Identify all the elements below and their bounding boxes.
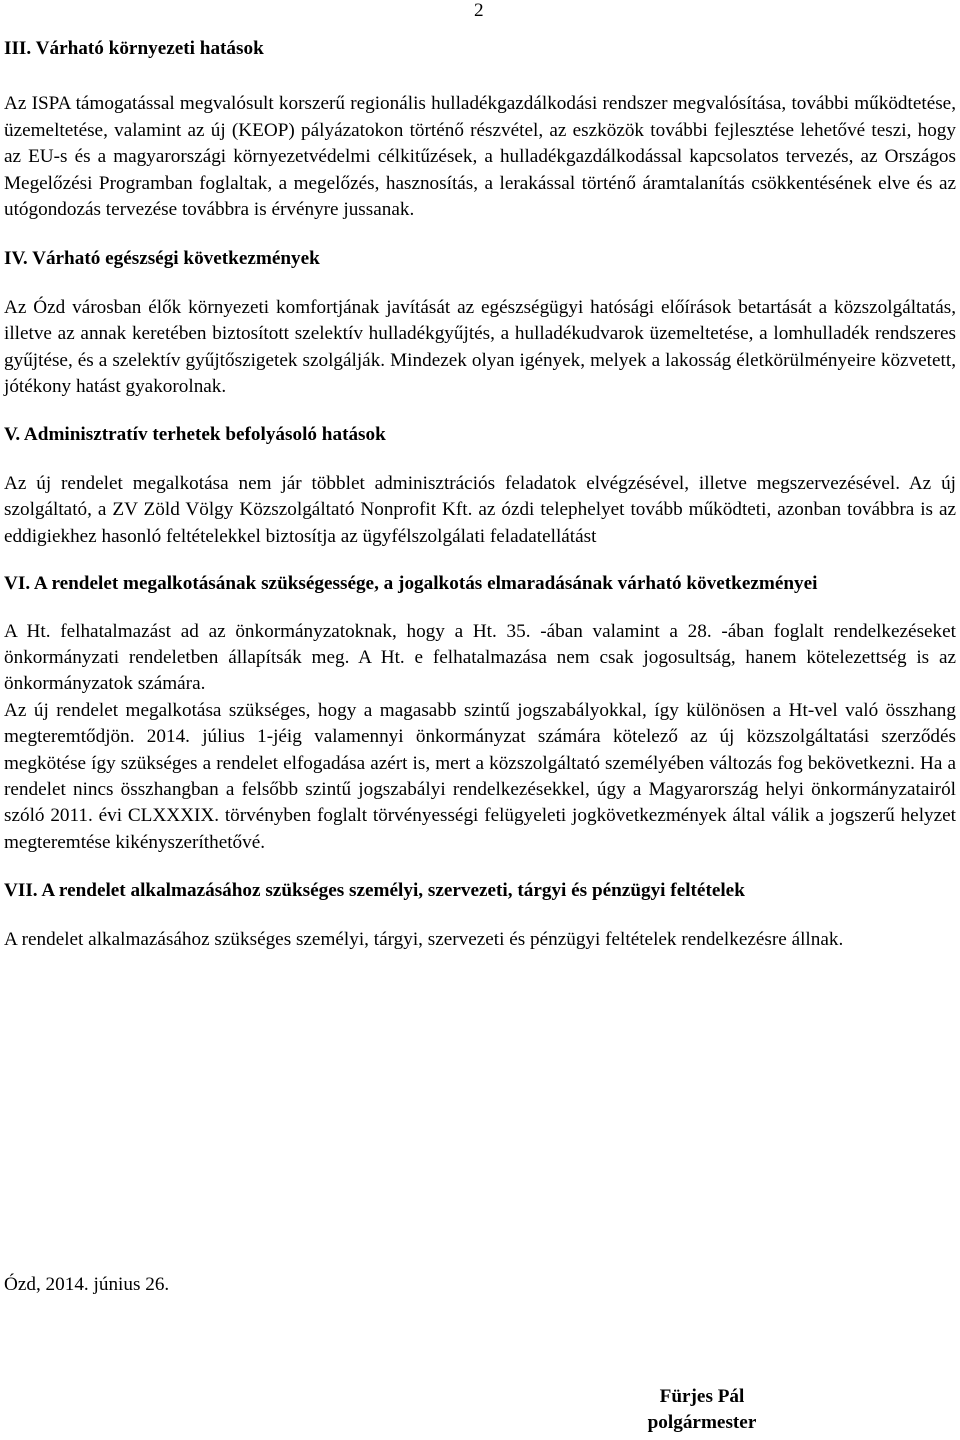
signatory-name: Fürjes Pál	[659, 1386, 745, 1407]
section-application-conditions	[4, 878, 956, 953]
section-heading: III. Várható környezeti hatások	[4, 38, 264, 59]
section-necessity-of-regulation	[4, 571, 956, 856]
page-number: 2	[474, 0, 484, 21]
document-body	[4, 36, 956, 953]
place-and-date: Ózd, 2014. június 26.	[4, 1274, 170, 1295]
section-administrative-burdens	[4, 422, 956, 550]
section-heading: V. Adminisztratív terhetek befolyásoló hatások	[4, 424, 386, 446]
paragraph: Az új rendelet megalkotása szükséges, hogy a magasabb szintű jogszabályokkal, így különösen a Ht-vel való összhang megteremtődjön. 2014. július 1-jéig valamennyi önkormányzat számára kötelező az új közszolgáltatási szerződés megkötése így szükséges a rendelet elfogadása azért is, mert a közszolgáltató személyében változás fog bekövetkezni. Ha a rendelet nincs összhangban a felsőbb szintű jogszabályi rendelkezésekkel, úgy a Magyarország helyi önkormányzatairól szóló 2011. évi CLXXXIX. törvényben foglalt törvényességi felügyeleti jogkövetkezmények által válik a jogszerű helyzet megteremtése kikényszeríthetővé.	[4, 699, 956, 853]
section-heading: VII. A rendelet alkalmazásához szükséges személyi, szervezeti, tárgyi és pénzügyi feltételek	[4, 880, 745, 902]
paragraph: A rendelet alkalmazásához szükséges személyi, tárgyi, szervezeti és pénzügyi feltételek rendelkezésre állnak.	[4, 928, 844, 950]
paragraph: A Ht. felhatalmazást ad az önkormányzatoknak, hogy a Ht. 35. -ában valamint a 28. -ában foglalt rendelkezéseket önkormányzati rendeletben állapítsák meg. A Ht. e felhatalmazása nem csak jogosultság, hanem kötelezettség is az önkormányzatok számára.	[4, 620, 956, 695]
section-environmental-effects	[4, 36, 956, 223]
paragraph: Az ISPA támogatással megvalósult korszerű regionális hulladékgazdálkodási rendszer megvalósítása, további működtetése, üzemeltetése, valamint az új (KEOP) pályázatokon történő részvétel, az eszközök további fejlesztése lehetővé teszi, hogy az EU-s és a magyarországi környezetvédelmi célkitűzések, a hulladékgazdálkodással kapcsolatos tervezés, az Országos Megelőzési Programban foglaltak, a megelőzés, hasznosítás, a lerakással történő áramtalanítás csökkentésének elve és az utógondozás tervezése továbbra is érvényre jussanak.	[4, 93, 956, 221]
signatory-title: polgármester	[647, 1412, 757, 1433]
section-heading: VI. A rendelet megalkotásának szükségessége, a jogalkotás elmaradásának várható következményei	[4, 573, 818, 595]
paragraph: Az új rendelet megalkotása nem jár többlet adminisztrációs feladatok elvégzésével, illetve megszervezésével. Az új szolgáltató, a ZV Zöld Völgy Közszolgáltató Nonprofit Kft. az ózdi telephelyet tovább működteti, azonban továbbra is az eddigiekhez hasonló feltételekkel biztosítja az ügyfélszolgálati feladatellátást	[4, 472, 956, 547]
paragraph: Az Ózd városban élők környezeti komfortjának javítását az egészségügyi hatósági előírások betartását a közszolgáltatás, illetve az annak keretében biztosított szelektív hulladékgyűjtés, a hulladékudvarok üzemeltetése, a lomhulladék rendszeres gyűjtése, és a szelektív gyűjtőszigetek szolgálják. Mindezek olyan igények, melyek a lakosság életkörülményeire közvetett, jótékony hatást gyakorolnak.	[4, 296, 956, 398]
section-health-consequences	[4, 246, 956, 400]
section-heading: IV. Várható egészségi következmények	[4, 248, 320, 270]
